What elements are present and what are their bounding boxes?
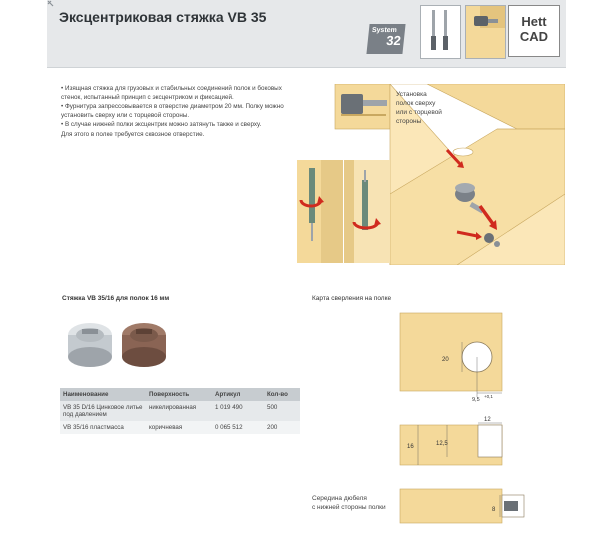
screwdriver-view-1: [297, 160, 343, 263]
col-name: Наименование: [60, 388, 146, 401]
svg-text:Установка: Установка: [396, 91, 427, 98]
drill-section-view: [400, 417, 502, 465]
product-section-title: Стяжка VB 35/16 для полок 16 мм: [62, 295, 170, 302]
dowel-note-line2: с нижней стороны полки: [312, 504, 386, 511]
bullet-3-continued: Для этого в полке требуется сквозное отверстие.: [61, 130, 205, 138]
screwdriver-thumbnail: [420, 5, 461, 59]
description-text: [61, 85, 301, 141]
svg-text:+0,1: +0,1: [484, 394, 493, 399]
screwdriver-view-2: [344, 160, 390, 263]
svg-text:12: 12: [484, 417, 491, 423]
cell-article: 0 065 512: [212, 421, 264, 434]
cell-name: VB 35 D/16 Цинковое литье под давлением: [60, 401, 146, 421]
dowel-note: [312, 494, 386, 512]
table-row: [60, 421, 300, 434]
svg-text:8: 8: [492, 507, 496, 513]
bullet-2: • Фурнитура запрессовывается в отверстие диаметром 20 мм. Полку можно установить сверху или с торцевой стороны.: [61, 103, 284, 119]
cell-qty: 200: [264, 421, 300, 434]
screwdriver-icon: [421, 6, 460, 58]
drill-top-view: [400, 313, 502, 403]
bullet-3: • В случае нижней полки эксцентрик можно затянуть также и сверху.: [61, 121, 262, 129]
table-header-row: [60, 388, 300, 401]
header-bar: [47, 0, 566, 68]
plastic-fitting-image: [122, 323, 166, 367]
cell-surface: коричневая: [146, 421, 212, 434]
svg-text:полок сверху: полок сверху: [396, 100, 436, 107]
cell-name: VB 35/16 пластмасса: [60, 421, 146, 434]
system32-logo: System 32: [366, 24, 405, 54]
fitting-thumbnail: [465, 5, 506, 59]
product-table: [60, 388, 300, 434]
cell-surface: никелированная: [146, 401, 212, 421]
col-surface: Поверхность: [146, 388, 212, 401]
svg-text:стороны: стороны: [396, 118, 422, 125]
fitting-icon: [466, 6, 505, 58]
drill-bottom-view: [400, 489, 524, 523]
page-title: Эксцентриковая стяжка VB 35: [59, 9, 267, 25]
product-photos: [58, 311, 178, 373]
pin-icon: [47, 0, 59, 12]
col-qty: Кол-во: [264, 388, 300, 401]
svg-text:9,5: 9,5: [472, 397, 480, 403]
dowel-note-line1: Середина дюбеля: [312, 495, 367, 502]
col-article: Артикул: [212, 388, 264, 401]
svg-text:20: 20: [442, 357, 449, 363]
drilling-section-title: Карта сверления на полке: [312, 295, 392, 302]
table-row: [60, 401, 300, 421]
cell-qty: 500: [264, 401, 300, 421]
bullet-1: • Изящная стяжка для грузовых и стабильных соединений полок и боковых стенок, испытанный принцип с эксцентриком и фиксацией.: [61, 85, 282, 101]
svg-text:16: 16: [407, 444, 414, 450]
hettcad-logo: Hett CAD: [508, 5, 560, 57]
svg-text:или с торцевой: или с торцевой: [396, 109, 442, 116]
zinc-fitting-image: [68, 323, 112, 367]
cell-article: 1 019 490: [212, 401, 264, 421]
svg-text:12,5: 12,5: [436, 441, 448, 447]
